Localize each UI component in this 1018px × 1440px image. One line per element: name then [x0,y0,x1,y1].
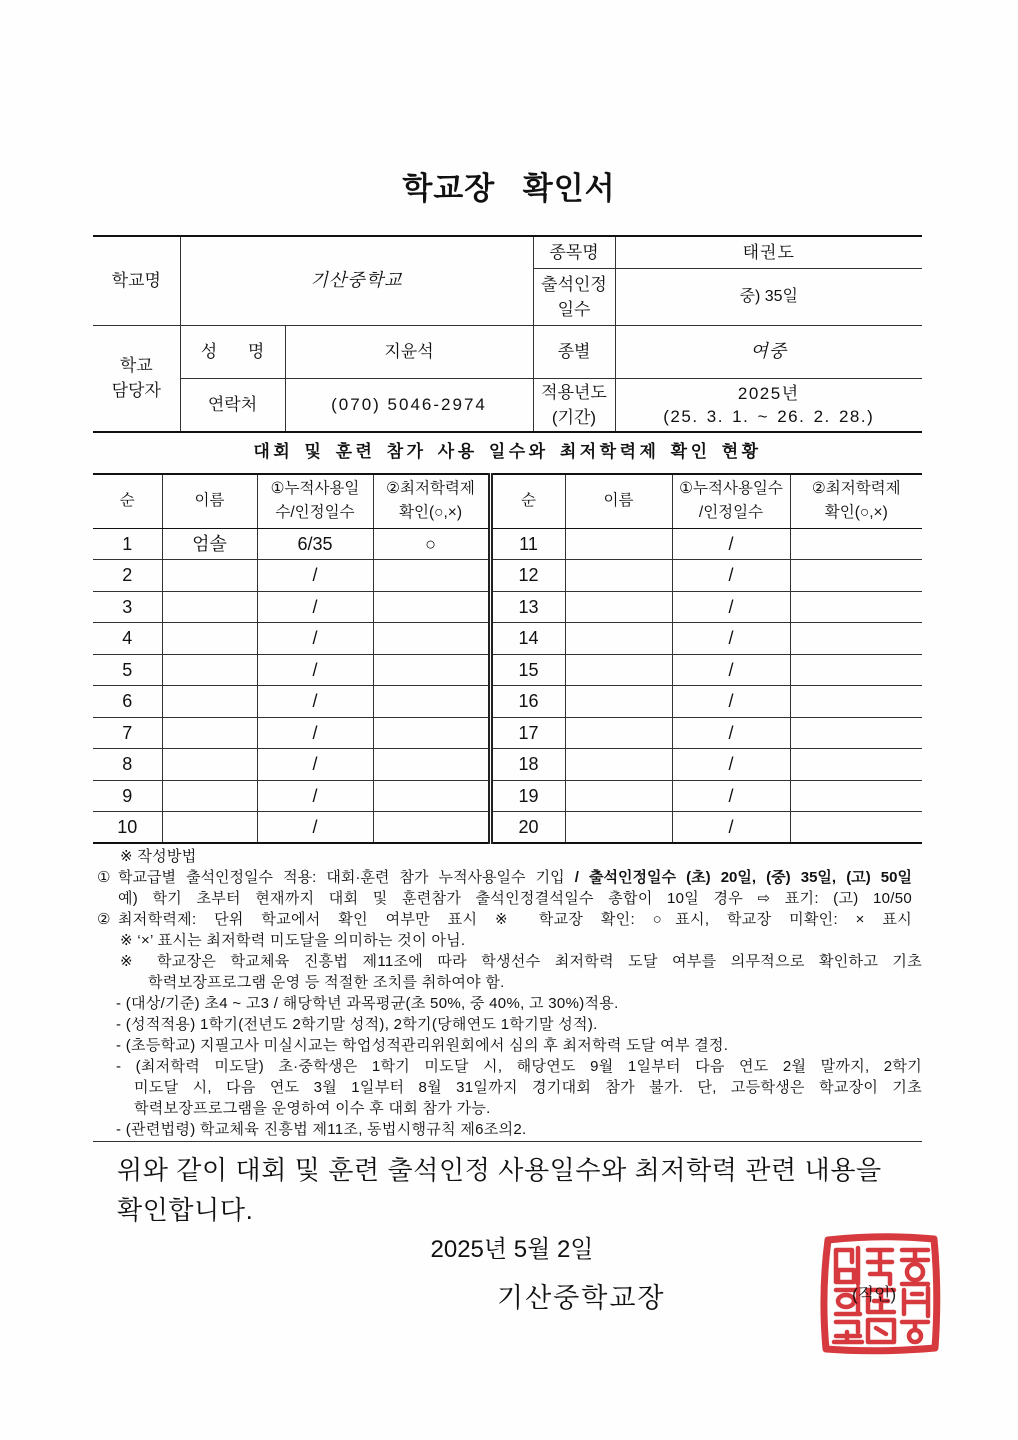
athlete-name-cell [565,749,672,781]
status-row [93,749,922,781]
athlete-name-cell [162,560,257,592]
athlete-name-cell [162,749,257,781]
athlete-name-cell [565,528,672,560]
guide-item-2-text: 최저학력제: 단위 학교에서 확인 여부만 표시 ※ 학교장 확인: ○표시, 학교장 미확인: × 표시 [118,911,912,928]
status-row [93,623,922,655]
row-number-cell: 15 [490,654,565,686]
academic-check-cell [373,591,490,623]
athlete-name-cell [162,780,257,812]
attendance-days-label [533,268,615,325]
athlete-name-cell: 엄솔 [162,528,257,560]
used-days-cell: / [672,812,790,844]
writing-guide [93,846,922,1140]
header-line: ①누적사용일 [270,480,360,498]
used-days-cell: / [672,654,790,686]
row-number-cell: 1 [93,528,162,560]
used-days-cell: / [257,560,373,592]
academic-check-cell [373,686,490,718]
guide-item-1-marker: ① [97,869,111,886]
athlete-name-cell [162,623,257,655]
row-number-cell: 2 [93,560,162,592]
guide-item-2 [93,909,922,930]
row-number-cell: 20 [490,812,565,844]
row-number-cell: 16 [490,686,565,718]
category-label: 종별 [533,325,615,378]
row-number-cell: 10 [93,812,162,844]
guide-remark-principal-cont: 학력보장프로그램 운영 등 적절한 조치를 취하여야 함. [148,974,505,991]
status-row [93,717,922,749]
header-no: 순 [93,474,162,528]
guide-detail-below-minimum-cont: 학력보장프로그램을 운영하여 이수 후 대회 참가 가능. [134,1100,491,1117]
confirmation-statement: 위와 같이 대회 및 훈련 출석인정 사용일수와 최저학력 관련 내용을 [117,1155,882,1185]
participation-status-table [93,473,922,844]
used-days-cell: / [672,528,790,560]
row-number-cell: 13 [490,591,565,623]
row-number-cell: 17 [490,717,565,749]
row-number-cell: 12 [490,560,565,592]
guide-detail-target: - (대상/기준) 초4 ~ 고3 / 해당학년 과목평균(초 50%, 중 40%, 고 30%)적용. [116,995,619,1012]
header-academic-check [373,474,490,528]
used-days-cell: / [257,591,373,623]
used-days-cell: / [672,623,790,655]
used-days-cell: / [257,686,373,718]
academic-check-cell [790,717,922,749]
label-line: 담당자 [111,381,161,401]
attendance-days-value: 중) 35일 [615,268,922,325]
school-name-value: 기산중학교 [180,236,533,325]
athlete-name-cell [162,686,257,718]
contact-label: 연락처 [180,378,285,432]
guide-detail-below-minimum: - (최저학력 미도달) 초·중학생은 1학기 미도달 시, 해당연도 9월 1일부터 다음 연도 2월 말까지, 2학기 [116,1058,922,1075]
row-number-cell: 5 [93,654,162,686]
header-line: 수/인정일수 [275,504,355,522]
row-number-cell: 18 [490,749,565,781]
status-section-title: 대회 및 훈련 참가 사용 일수와 최저학력제 확인 현황 [253,442,762,461]
athlete-name-cell [565,623,672,655]
academic-check-cell [790,812,922,844]
row-number-cell: 4 [93,623,162,655]
row-number-cell: 9 [93,780,162,812]
row-number-cell: 7 [93,717,162,749]
guide-detail-law: - (관련법령) 학교체육 진흥법 제11조, 동법시행규칙 제6조의2. [116,1121,527,1138]
athlete-name-cell [565,560,672,592]
academic-check-cell [373,623,490,655]
academic-check-cell [373,560,490,592]
school-info-row [93,325,922,378]
header-line: ①누적사용일수 [679,480,783,498]
academic-check-cell [790,654,922,686]
school-seal-stamp [818,1232,942,1356]
guide-detail-below-minimum-cont: 미도달 시, 다음 연도 3월 1일부터 8월 31일까지 경기대회 참가 불가. 단, 고등학생은 학교장이 기초 [134,1079,922,1096]
document-title: 학교장 확인서 [402,171,616,206]
status-row [93,654,922,686]
period-year: 2025년 [737,383,800,403]
header-line: /인정일수 [698,504,764,522]
school-info-table [93,235,922,433]
academic-check-cell [373,654,490,686]
period-value [615,378,922,432]
issue-date: 2025년 5월 2일 [430,1236,594,1263]
guide-detail-elementary: - (초등학교) 지필고사 미실시교는 학업성적관리위원회에서 심의 후 최저학력 도달 여부 결정. [116,1037,729,1054]
status-row [93,812,922,844]
header-used-days [257,474,373,528]
guide-item-1-emphasis: / 출석인정일수 (초) 20일, (중) 35일, (고) 50일 [574,869,912,886]
athlete-name-cell [162,591,257,623]
school-manager-label [93,325,180,432]
row-number-cell: 3 [93,591,162,623]
sport-value: 태권도 [615,236,922,268]
status-row [93,591,922,623]
athlete-name-cell [565,686,672,718]
seal-placeholder: (직인) [852,1285,897,1304]
guide-item-1 [93,867,922,888]
school-info-row [93,378,922,432]
used-days-cell: / [672,749,790,781]
principal-signatory: 기산중학교장 [497,1283,666,1313]
label-line: (기간) [551,407,597,427]
school-name-label: 학교명 [93,236,180,325]
header-no: 순 [490,474,565,528]
academic-check-cell [790,686,922,718]
used-days-cell: / [257,780,373,812]
school-info-body [93,236,922,432]
guide-remark-x-mark: ※ ‘×’ 표시는 최저학력 미도달을 의미하는 것이 아님. [120,932,466,949]
athlete-name-cell [565,780,672,812]
academic-check-cell [790,623,922,655]
header-line: ②최저학력제 [811,480,901,498]
confirmation-statement-end: 확인합니다. [117,1195,254,1225]
section-divider [93,1141,922,1142]
seal-glyphs [834,1248,928,1342]
academic-check-cell [790,749,922,781]
status-table-header [93,474,922,528]
used-days-cell: / [257,654,373,686]
manager-name-value: 지윤석 [285,325,533,378]
manager-name-label: 성 명 [180,325,285,378]
row-number-cell: 8 [93,749,162,781]
label-line: 일수 [557,299,591,319]
academic-check-cell: ○ [373,528,490,560]
academic-check-cell [790,528,922,560]
used-days-cell: / [672,591,790,623]
athlete-name-cell [565,654,672,686]
guide-remark-principal: ※ 학교장은 학교체육 진흥법 제11조에 따라 학생선수 최저학력 도달 여부를 의무적으로 확인하고 기초 [120,953,922,970]
athlete-name-cell [565,591,672,623]
guide-detail-grades: - (성적적용) 1학기(전년도 2학기말 성적), 2학기(당해연도 1학기말 성적). [116,1016,598,1033]
academic-check-cell [373,780,490,812]
academic-check-cell [790,560,922,592]
used-days-cell: / [257,749,373,781]
used-days-cell: / [672,560,790,592]
period-range: (25. 3. 1. ~ 26. 2. 28.) [663,406,875,426]
status-row [93,528,922,560]
status-row [93,686,922,718]
label-line: 적용년도 [541,382,607,402]
used-days-cell: / [672,780,790,812]
academic-check-cell [373,812,490,844]
guide-item-1-text: 학교급별 출석인정일수 적용: 대회·훈련 참가 누적사용일수 기입 [118,869,565,886]
label-line: 출석인정 [541,274,607,294]
status-row [93,780,922,812]
used-days-cell: / [672,686,790,718]
row-number-cell: 19 [490,780,565,812]
header-used-days [672,474,790,528]
academic-check-cell [790,780,922,812]
school-info-row [93,236,922,268]
contact-value: (070) 5046-2974 [285,378,533,432]
academic-check-cell [373,749,490,781]
athlete-name-cell [162,812,257,844]
guide-heading: ※ 작성방법 [120,848,197,865]
header-name: 이름 [565,474,672,528]
header-name: 이름 [162,474,257,528]
used-days-cell: / [257,717,373,749]
athlete-name-cell [565,812,672,844]
label-line: 학교 [119,356,153,376]
academic-check-cell [790,591,922,623]
period-label [533,378,615,432]
athlete-name-cell [565,717,672,749]
row-number-cell: 11 [490,528,565,560]
academic-check-cell [373,717,490,749]
row-number-cell: 6 [93,686,162,718]
header-academic-check [790,474,922,528]
guide-item-2-marker: ② [97,911,111,928]
row-number-cell: 14 [490,623,565,655]
header-row [93,474,922,528]
header-line: 확인(○,×) [824,504,888,522]
used-days-cell: / [257,812,373,844]
used-days-cell: / [257,623,373,655]
athlete-name-cell [162,717,257,749]
used-days-cell: 6/35 [257,528,373,560]
guide-item-1-example: 예) 학기 초부터 현재까지 대회 및 훈련참가 출석인정결석일수 총합이 10일 경우 ⇨ 표기: (고) 10/50 [118,890,912,907]
header-line: 확인(○,×) [399,504,462,522]
category-value: 여중 [615,325,922,378]
athlete-name-cell [162,654,257,686]
guide-item-1-body [118,867,912,888]
used-days-cell: / [672,717,790,749]
status-rows [93,528,922,843]
status-row [93,560,922,592]
header-line: ②최저학력제 [386,480,475,498]
sport-label: 종목명 [533,236,615,268]
